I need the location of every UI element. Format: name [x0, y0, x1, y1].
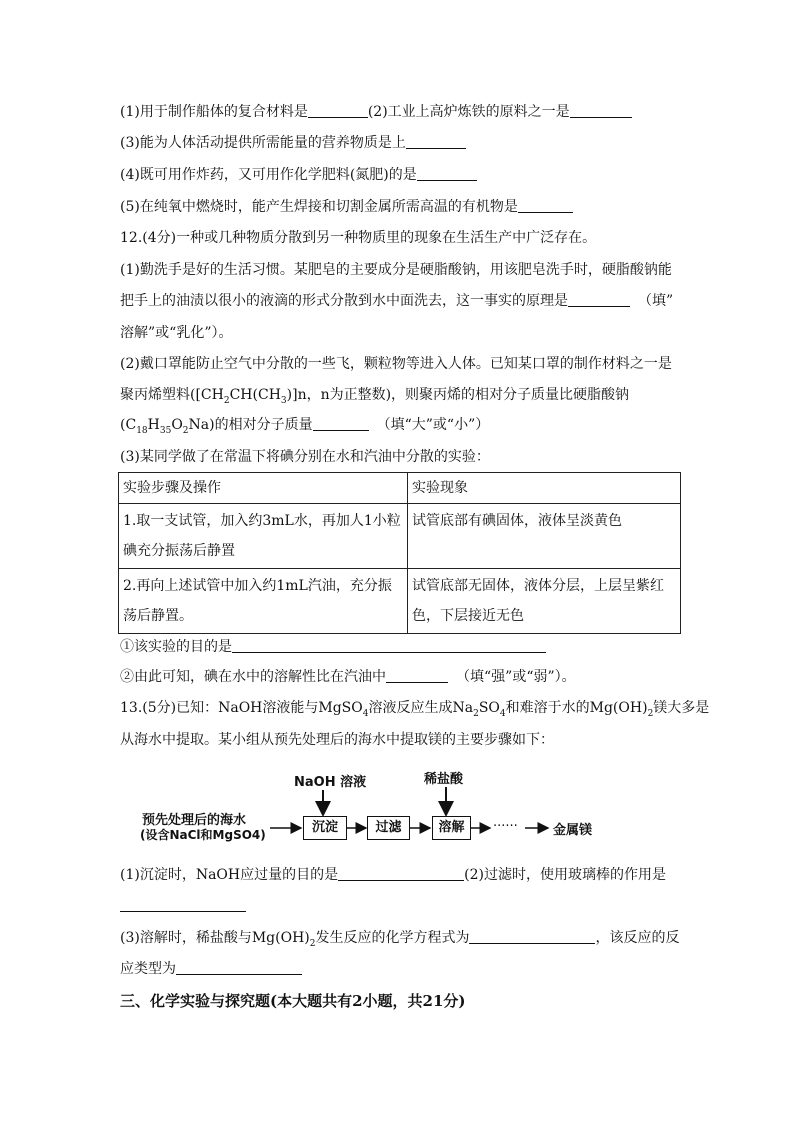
formula-part: 13.(5分)已知：NaOH溶液能与MgSO: [120, 700, 363, 716]
formula-part: 镁大多是: [653, 700, 710, 716]
q13-line-1: [120, 699, 709, 717]
subscript: 2: [182, 425, 189, 436]
q11-item-3: (3)能为人体活动提供所需能量的营养物质是上: [120, 135, 406, 151]
formula-part: 聚丙烯塑料([CH: [120, 387, 224, 403]
q11-line-4: [120, 166, 477, 184]
answer-blank[interactable]: [469, 929, 595, 944]
subscript: 2: [647, 708, 654, 719]
experiment-table: [118, 472, 681, 634]
table-header-cell: 实验现象: [408, 473, 681, 504]
answer-blank[interactable]: [406, 134, 466, 149]
answer-blank[interactable]: [176, 960, 302, 975]
subscript: 2: [473, 708, 479, 719]
q12-p2-line3: [120, 416, 489, 434]
q11-line-1: [120, 103, 632, 121]
q12-p1-hint: （填”: [638, 293, 674, 309]
q12-p1-line1: (1)勤洗手是好的生活习惯。某肥皂的主要成分是硬脂酸钠，用该肥皂洗手时，硬脂酸钠能: [120, 262, 672, 278]
q12-answer-1: [120, 638, 546, 656]
formula-part: 和难溶于水的Mg(OH): [505, 700, 648, 716]
subscript: 4: [362, 708, 369, 719]
q12-p2-line1: (2)戴口罩能防止空气中分散的一些飞，颗粒物等进入人体。已知某口罩的制作材料之一是: [120, 356, 672, 372]
q12-a1-text: ①该实验的目的是: [120, 639, 232, 655]
table-header-cell: 实验步骤及操作: [119, 473, 408, 504]
subscript: 3: [280, 395, 287, 406]
answer-blank[interactable]: [417, 166, 477, 181]
q12-p3-line1: (3)某同学做了在常温下将碘分别在水和汽油中分散的实验：: [120, 449, 490, 465]
subscript: 2: [223, 395, 230, 406]
formula-part: CH(CH: [229, 387, 281, 403]
flow-source-label: 预先处理后的海水: [142, 813, 247, 828]
answer-blank[interactable]: [308, 103, 368, 118]
table-row: [119, 504, 681, 569]
q11-item-5: (5)在纯氧中燃烧时，能产生焊接和切割金属所需高温的有机物是: [120, 199, 518, 215]
formula-part: H: [147, 417, 160, 433]
flow-source-note: (设含NaCl和MgSO4): [140, 828, 266, 842]
subscript: 18: [136, 425, 148, 436]
q12-title: 12.(4分)一种或几种物质分散到另一种物质里的现象在生活生产中广泛存在。: [120, 230, 597, 246]
flow-hcl-label: 稀盐酸: [424, 772, 464, 787]
q13-s2-text: (2)过滤时，使用玻璃棒的作用是: [464, 867, 666, 883]
answer-blank[interactable]: [232, 638, 546, 653]
q12-answer-2: [120, 668, 576, 686]
q12-p1-line3: 溶解”或“乳化”）。: [120, 325, 233, 341]
flow-product-label: 金属镁: [553, 823, 593, 838]
q12-a2-text: ②由此可知，碘在水中的溶解性比在汽油中: [120, 669, 386, 685]
formula-part: O: [171, 417, 183, 433]
subscript: 4: [499, 708, 506, 719]
answer-blank[interactable]: [568, 292, 630, 307]
answer-blank[interactable]: [570, 103, 632, 118]
q11-item-2: (2)工业上高炉炼铁的原料之一是: [367, 104, 570, 120]
subscript: 35: [159, 425, 172, 436]
q11-item-4: (4)既可用作炸药，又可用作化学肥料(氮肥)的是: [120, 167, 417, 183]
table-cell: 1.取一支试管，加入约3mL水，再加人1小粒碘充分振荡后静置: [119, 504, 408, 569]
answer-blank[interactable]: [518, 198, 573, 213]
q12-p2-hint: （填“大”或“小”）: [376, 417, 490, 433]
q11-line-5: [120, 198, 573, 216]
q13-s4-text: 应类型为: [120, 961, 176, 977]
q12-p1-line2: [120, 292, 673, 310]
q12-a2-hint: （填“强”或“弱”）。: [456, 669, 576, 685]
formula-part: Na)的相对分子质量: [188, 417, 313, 433]
answer-blank[interactable]: [386, 668, 448, 683]
formula-part: (C: [120, 417, 137, 433]
answer-blank[interactable]: [338, 866, 464, 881]
table-header-row: [119, 473, 681, 504]
flow-box-filter: 过滤: [367, 816, 410, 840]
answer-blank[interactable]: [313, 416, 369, 431]
formula-part: SO: [478, 700, 500, 716]
q13-step-3: [120, 929, 679, 947]
q13-step-2-blank-line: [120, 897, 246, 915]
flow-box-precipitate: 沉淀: [303, 816, 347, 840]
table-cell: 试管底部有碘固体，液体呈淡黄色: [408, 504, 681, 569]
q13-line-2: 从海水中提取。某小组从预先处理后的海水中提取镁的主要步骤如下：: [120, 732, 554, 748]
q12-p1-text: 把手上的油渍以很小的液滴的形式分散到水中面洗去，这一事实的原理是: [120, 293, 568, 309]
q11-item-1: (1)用于制作船体的复合材料是: [120, 104, 308, 120]
table-row: [119, 569, 681, 634]
q13-step-4: [120, 960, 302, 978]
flow-dots: ······: [493, 819, 518, 834]
q11-line-3: [120, 134, 466, 152]
table-cell: 2.再向上述试管中加入约1mL汽油，充分振荡后静置。: [119, 569, 408, 634]
flow-naoh-label: NaOH 溶液: [294, 775, 367, 790]
formula-part: 发生反应的化学方程式为: [315, 930, 470, 946]
flow-box-dissolve: 溶解: [432, 816, 471, 840]
formula-part: )]n，n为正整数)，则聚丙烯的相对分子质量比硬脂酸钠: [286, 387, 630, 403]
section-3-heading: 三、化学实验与探究题(本大题共有2小题，共21分): [120, 992, 466, 1010]
q12-p2-line2: [120, 386, 629, 404]
subscript: 2: [309, 938, 316, 949]
formula-part: ，该反应的反: [595, 930, 680, 946]
formula-part: (3)溶解时，稀盐酸与Mg(OH): [120, 930, 310, 946]
formula-part: 溶液反应生成Na: [368, 700, 474, 716]
answer-blank[interactable]: [120, 897, 246, 912]
table-cell: 试管底部无固体，液体分层，上层呈紫红色，下层接近无色: [408, 569, 681, 634]
q13-s1-text: (1)沉淀时，NaOH应过量的目的是: [120, 867, 339, 883]
q13-step-1: [120, 866, 666, 884]
